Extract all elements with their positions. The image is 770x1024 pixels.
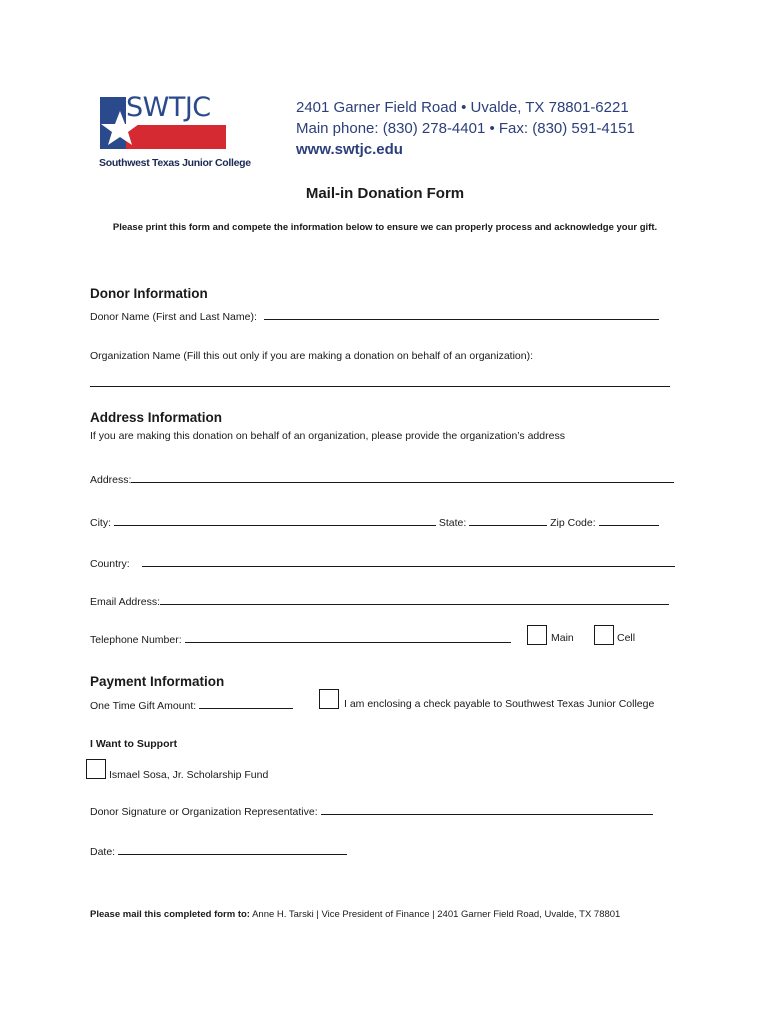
address-label: Address:	[90, 474, 132, 486]
telephone-field[interactable]	[185, 632, 511, 643]
date-field[interactable]	[118, 844, 347, 855]
donor-name-label: Donor Name (First and Last Name):	[90, 311, 257, 323]
signature-row	[90, 804, 653, 818]
mailing-recipient: Anne H. Tarski | Vice President of Finance | 2401 Garner Field Road, Uvalde, TX 78801	[252, 909, 621, 920]
country-label: Country:	[90, 558, 130, 570]
logo-caption: Southwest Texas Junior College	[99, 157, 251, 169]
country-row	[90, 556, 675, 570]
cell-phone-checkbox[interactable]	[594, 625, 614, 645]
address-row	[90, 472, 674, 486]
check-enclosed-label: I am enclosing a check payable to Southwest Texas Junior College	[344, 698, 655, 710]
org-name-field[interactable]	[90, 376, 670, 387]
telephone-row	[90, 632, 511, 646]
form-title: Mail-in Donation Form	[305, 185, 465, 202]
signature-label: Donor Signature or Organization Representative:	[90, 806, 318, 818]
donor-name-row	[90, 309, 659, 323]
email-label: Email Address:	[90, 596, 161, 608]
zip-label: Zip Code:	[550, 517, 596, 529]
donor-name-field[interactable]	[264, 309, 659, 320]
date-row	[90, 844, 347, 858]
college-website[interactable]: www.swtjc.edu	[296, 141, 403, 158]
mailing-instructions	[90, 909, 620, 920]
college-logo	[98, 92, 251, 175]
signature-field[interactable]	[321, 804, 653, 815]
contact-block	[296, 97, 635, 160]
email-field[interactable]	[160, 594, 669, 605]
state-field[interactable]	[469, 515, 547, 526]
city-field[interactable]	[114, 515, 436, 526]
logo-wordmark: SWTJC	[126, 92, 211, 123]
city-label: City:	[90, 517, 111, 529]
main-phone-checkbox[interactable]	[527, 625, 547, 645]
gift-amount-row	[90, 698, 293, 712]
address-note: If you are making this donation on behalf of an organization, please provide the organization’s address	[90, 430, 565, 442]
payment-heading: Payment Information	[90, 674, 225, 689]
scholarship-fund-checkbox[interactable]	[86, 759, 106, 779]
college-phone: Main phone: (830) 278-4401 • Fax: (830) 591-4151	[296, 120, 635, 137]
email-row	[90, 594, 669, 608]
state-label: State:	[438, 517, 467, 529]
donor-heading: Donor Information	[90, 286, 208, 301]
scholarship-fund-label: Ismael Sosa, Jr. Scholarship Fund	[109, 769, 269, 781]
check-enclosed-checkbox[interactable]	[319, 689, 339, 709]
cell-phone-label: Cell	[617, 632, 636, 644]
city-row	[90, 515, 659, 529]
gift-amount-field[interactable]	[199, 698, 293, 709]
country-field[interactable]	[142, 556, 675, 567]
date-label: Date:	[90, 846, 116, 858]
address-heading: Address Information	[90, 410, 223, 425]
gift-amount-label: One Time Gift Amount:	[90, 700, 197, 712]
support-heading: I Want to Support	[90, 738, 178, 750]
telephone-label: Telephone Number:	[90, 634, 182, 646]
college-address: 2401 Garner Field Road • Uvalde, TX 78801-6221	[296, 99, 629, 116]
address-field[interactable]	[131, 472, 674, 483]
main-phone-label: Main	[551, 632, 574, 644]
mailing-lead: Please mail this completed form to:	[90, 909, 250, 920]
org-name-label: Organization Name (Fill this out only if you are making a donation on behalf of an organization):	[90, 350, 533, 362]
form-intro: Please print this form and compete the information below to ensure we can properly process and acknowledge your gift.	[112, 222, 658, 233]
zip-field[interactable]	[599, 515, 659, 526]
